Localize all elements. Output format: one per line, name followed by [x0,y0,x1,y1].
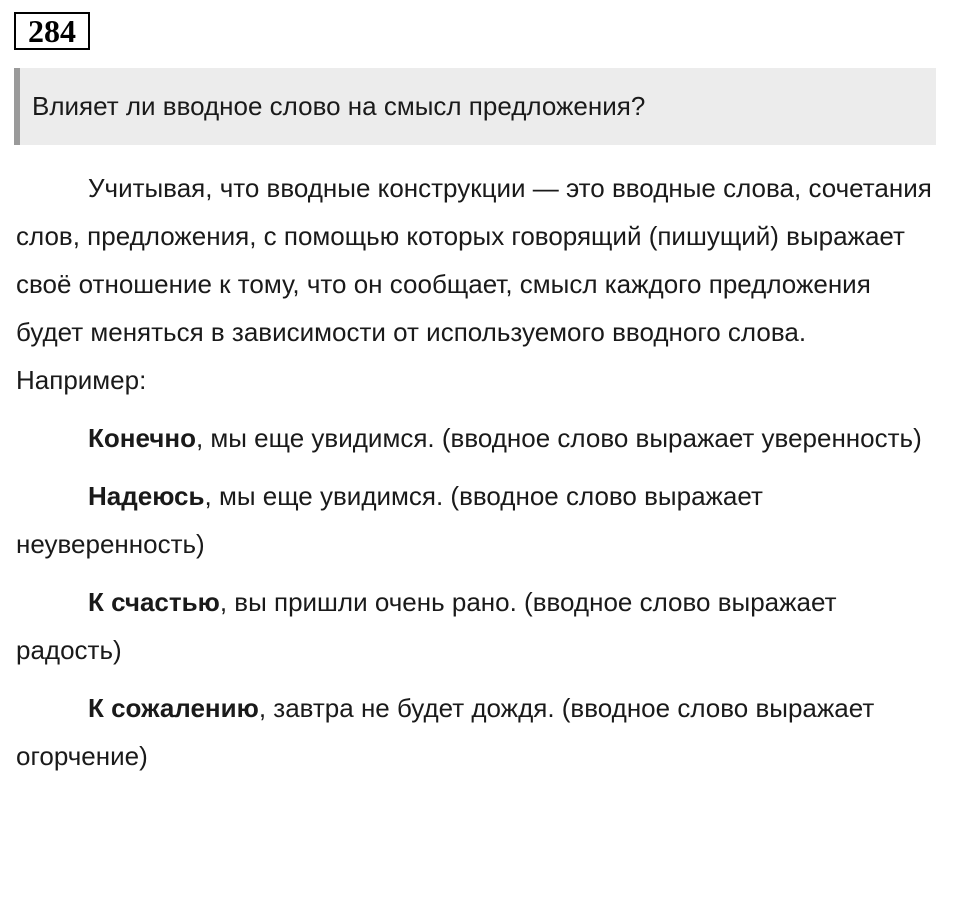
example-keyword: К сожалению [88,693,259,723]
example-text: , завтра не будет дождя. (вводное слово выражает огорчение) [16,693,875,771]
example-text: , мы еще увидимся. (вводное слово выражает уверенность) [195,423,922,453]
example-2 [16,472,936,568]
answer-body [16,164,936,790]
question-box [14,68,936,145]
question-accent-bar [14,68,20,145]
answer-intro: Учитывая, что вводные конструкции — это вводные слова, сочетания слов, предложения, с помощью которых говорящий (пишущий) выражает своё отношение к тому, что он сообщает, смысл каждого предложения будет меняться в зависимости от используемого вводного слова. Например: [16,173,932,395]
task-number: 284 [14,12,90,50]
example-keyword: К счастью [88,587,220,617]
example-text: , вы пришли очень рано. (вводное слово выражает радость) [16,587,837,665]
example-4 [16,684,936,780]
question-text: Влияет ли вводное слово на смысл предложения? [32,91,646,121]
example-3 [16,578,936,674]
example-keyword: Конечно [88,423,196,453]
example-1 [16,414,936,462]
example-keyword: Надеюсь [88,481,205,511]
example-text: , мы еще увидимся. (вводное слово выражает неуверенность) [16,481,763,559]
